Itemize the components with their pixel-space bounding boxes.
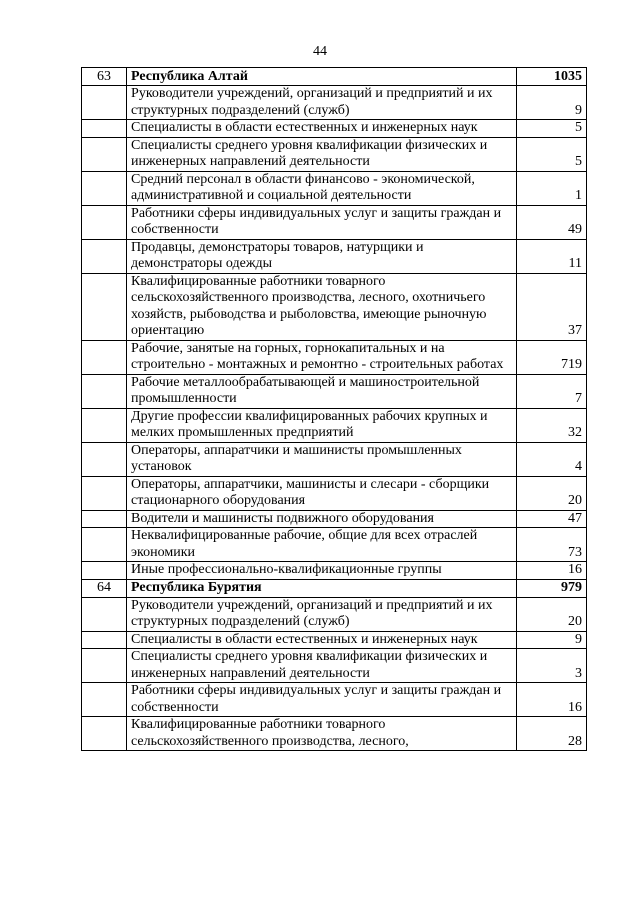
table-row <box>82 86 587 120</box>
occupation-count: 16 <box>516 562 586 580</box>
occupation-count: 1 <box>516 171 586 205</box>
row-number <box>82 649 127 683</box>
row-number <box>82 374 127 408</box>
row-number <box>82 717 127 751</box>
occupation-group: Работники сферы индивидуальных услуг и защиты граждан и собственности <box>127 683 517 717</box>
table-row <box>82 597 587 631</box>
occupation-count: 20 <box>516 476 586 510</box>
row-number <box>82 205 127 239</box>
region-number: 64 <box>82 579 127 597</box>
occupation-group: Операторы, аппаратчики, машинисты и слесари - сборщики стационарного оборудования <box>127 476 517 510</box>
table-row <box>82 171 587 205</box>
region-name: Республика Бурятия <box>127 579 517 597</box>
row-number <box>82 510 127 528</box>
page-number: 44 <box>313 44 327 59</box>
occupation-group: Специалисты среднего уровня квалификации физических и инженерных направлений деятельности <box>127 137 517 171</box>
occupation-count: 32 <box>516 408 586 442</box>
table-row <box>82 137 587 171</box>
table-row <box>82 562 587 580</box>
occupation-group: Руководители учреждений, организаций и предприятий и их структурных подразделений (служб) <box>127 597 517 631</box>
region-name: Республика Алтай <box>127 68 517 86</box>
table-row <box>82 205 587 239</box>
occupation-group: Специалисты в области естественных и инженерных наук <box>127 120 517 138</box>
region-total: 1035 <box>516 68 586 86</box>
occupation-group: Рабочие, занятые на горных, горнокапитальных и на строительно - монтажных и ремонтно - строительных работах <box>127 340 517 374</box>
occupation-group: Специалисты среднего уровня квалификации физических и инженерных направлений деятельности <box>127 649 517 683</box>
region-total: 979 <box>516 579 586 597</box>
row-number <box>82 562 127 580</box>
employment-table <box>81 67 587 751</box>
occupation-count: 3 <box>516 649 586 683</box>
occupation-group: Средний персонал в области финансово - экономической, административной и социальной деятельности <box>127 171 517 205</box>
region-number: 63 <box>82 68 127 86</box>
occupation-count: 16 <box>516 683 586 717</box>
row-number <box>82 476 127 510</box>
occupation-count: 4 <box>516 442 586 476</box>
table-row <box>82 528 587 562</box>
table-row <box>82 340 587 374</box>
occupation-group: Иные профессионально-квалификационные группы <box>127 562 517 580</box>
occupation-count: 5 <box>516 137 586 171</box>
occupation-count: 28 <box>516 717 586 751</box>
occupation-count: 719 <box>516 340 586 374</box>
occupation-group: Продавцы, демонстраторы товаров, натурщики и демонстраторы одежды <box>127 239 517 273</box>
occupation-count: 73 <box>516 528 586 562</box>
row-number <box>82 171 127 205</box>
row-number <box>82 683 127 717</box>
table-row <box>82 408 587 442</box>
table-row <box>82 239 587 273</box>
table-row <box>82 510 587 528</box>
table-row <box>82 476 587 510</box>
occupation-count: 5 <box>516 120 586 138</box>
table-row <box>82 631 587 649</box>
row-number <box>82 442 127 476</box>
occupation-group: Водители и машинисты подвижного оборудования <box>127 510 517 528</box>
occupation-count: 20 <box>516 597 586 631</box>
row-number <box>82 340 127 374</box>
occupation-group: Квалифицированные работники товарного сельскохозяйственного производства, лесного, <box>127 717 517 751</box>
table-row <box>82 717 587 751</box>
occupation-group: Квалифицированные работники товарного сельскохозяйственного производства, лесного, охотничьего хозяйств, рыбоводства и рыболовства, имеющие рыночную ориентацию <box>127 273 517 340</box>
table-row <box>82 683 587 717</box>
row-number <box>82 528 127 562</box>
table-row <box>82 120 587 138</box>
region-row <box>82 68 587 86</box>
occupation-group: Операторы, аппаратчики и машинисты промышленных установок <box>127 442 517 476</box>
row-number <box>82 120 127 138</box>
occupation-count: 49 <box>516 205 586 239</box>
occupation-group: Рабочие металлообрабатывающей и машиностроительной промышленности <box>127 374 517 408</box>
occupation-group: Работники сферы индивидуальных услуг и защиты граждан и собственности <box>127 205 517 239</box>
row-number <box>82 273 127 340</box>
table-row <box>82 374 587 408</box>
row-number <box>82 86 127 120</box>
occupation-count: 37 <box>516 273 586 340</box>
table-row <box>82 273 587 340</box>
row-number <box>82 239 127 273</box>
row-number <box>82 597 127 631</box>
occupation-group: Неквалифицированные рабочие, общие для всех отраслей экономики <box>127 528 517 562</box>
table-row <box>82 649 587 683</box>
occupation-count: 47 <box>516 510 586 528</box>
row-number <box>82 631 127 649</box>
occupation-group: Руководители учреждений, организаций и предприятий и их структурных подразделений (служб) <box>127 86 517 120</box>
region-row <box>82 579 587 597</box>
occupation-count: 7 <box>516 374 586 408</box>
occupation-count: 11 <box>516 239 586 273</box>
row-number <box>82 408 127 442</box>
occupation-count: 9 <box>516 631 586 649</box>
row-number <box>82 137 127 171</box>
occupation-group: Специалисты в области естественных и инженерных наук <box>127 631 517 649</box>
occupation-group: Другие профессии квалифицированных рабочих крупных и мелких промышленных предприятий <box>127 408 517 442</box>
table-row <box>82 442 587 476</box>
occupation-count: 9 <box>516 86 586 120</box>
